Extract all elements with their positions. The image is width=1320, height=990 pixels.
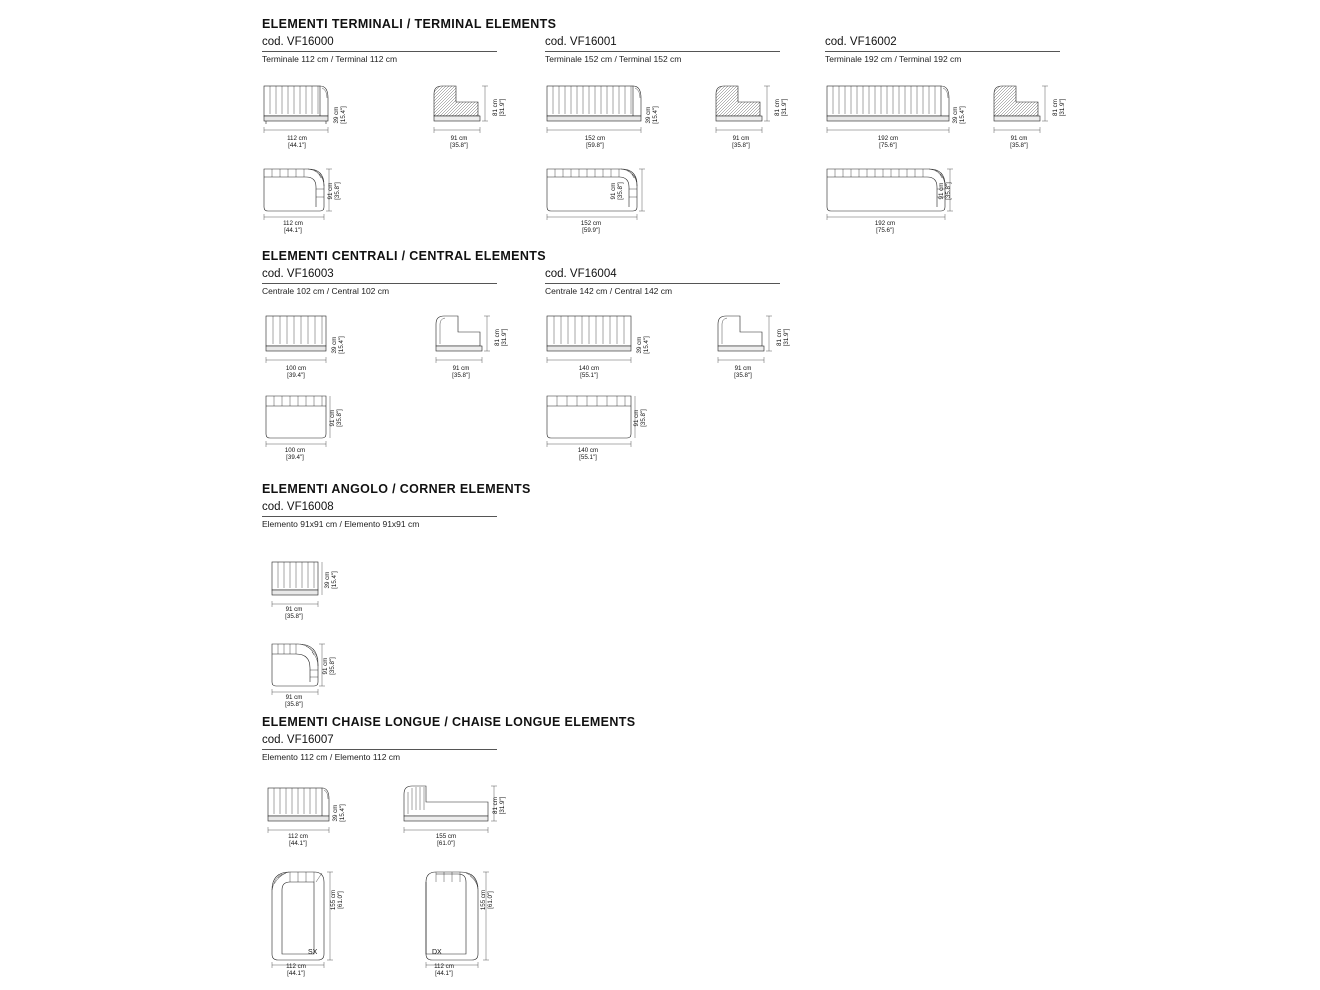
- code-block-vf16002: [825, 36, 1060, 64]
- section-title-chaise: ELEMENTI CHAISE LONGUE / CHAISE LONGUE ELEMENTS: [262, 715, 636, 729]
- dim-vf16003-side-width: 91 cm [35.8"]: [452, 365, 470, 379]
- dim-vf16002-side-width: 91 cm [35.8"]: [1010, 135, 1028, 149]
- dim-vf16002-side-height: 81 cm [31.9"]: [1052, 98, 1066, 117]
- dim-vf16001-front-height: 39 cm [15.4"]: [645, 106, 659, 124]
- code-block-vf16008: [262, 501, 497, 529]
- code-label: cod. VF16003: [262, 268, 334, 280]
- drawing-vf16001-side: [710, 80, 772, 135]
- code-block-vf16007: [262, 734, 497, 762]
- dim-vf16001-side-width: 91 cm [35.8"]: [732, 135, 750, 149]
- dim-vf16000-side-width: 91 cm [35.8"]: [450, 135, 468, 149]
- code-label: cod. VF16002: [825, 36, 897, 48]
- code-desc: Terminale 112 cm / Terminal 112 cm: [262, 54, 398, 64]
- drawing-vf16007-top-sx: [264, 868, 336, 968]
- dim-vf16001-side-height: 81 cm [31.9"]: [774, 98, 788, 117]
- code-desc: Centrale 142 cm / Central 142 cm: [545, 286, 673, 296]
- dim-vf16004-side-height: 81 cm [31.9"]: [776, 328, 790, 347]
- dim-vf16001-top-height: 91 cm [35.8"]: [610, 182, 624, 200]
- drawing-vf16000-front: [262, 80, 332, 135]
- dim-vf16004-top-height: 91 cm [35.8"]: [633, 409, 647, 427]
- code-label: cod. VF16001: [545, 36, 617, 48]
- dim-vf16007-side-width: 155 cm [61.0"]: [435, 833, 457, 847]
- dim-vf16003-side-height: 81 cm [31.9"]: [494, 328, 508, 347]
- drawing-vf16004-front: [545, 310, 637, 365]
- dim-vf16002-front-width: 192 cm [75.6"]: [877, 135, 899, 149]
- code-label: cod. VF16000: [262, 36, 334, 48]
- dim-vf16007-top-dx-width: 112 cm [44.1"]: [434, 963, 454, 977]
- dim-vf16004-front-width: 140 cm [55.1"]: [578, 365, 600, 379]
- dim-vf16004-side-width: 91 cm [35.8"]: [734, 365, 752, 379]
- dim-vf16000-front-width: 112 cm [44.1"]: [287, 135, 307, 149]
- dim-vf16007-side-height: 81 cm [31.9"]: [492, 796, 506, 815]
- dim-vf16003-front-width: 100 cm [39.4"]: [285, 365, 307, 379]
- drawing-vf16000-top: [262, 165, 334, 220]
- code-label: cod. VF16004: [545, 268, 617, 280]
- svg-text:SX: SX: [308, 949, 318, 956]
- code-label: cod. VF16007: [262, 734, 334, 746]
- drawing-vf16002-top: [825, 165, 955, 220]
- drawing-vf16003-front: [264, 310, 332, 365]
- dim-vf16003-top-height: 91 cm [35.8"]: [329, 409, 343, 427]
- dim-vf16003-front-height: 39 cm [15.4"]: [331, 336, 345, 354]
- drawing-vf16003-top: [264, 392, 332, 447]
- drawing-vf16008-front: [264, 552, 326, 610]
- dim-vf16007-top-sx-width: 112 cm [44.1"]: [286, 963, 306, 977]
- drawing-vf16007-side: [398, 780, 502, 836]
- section-title-terminal: ELEMENTI TERMINALI / TERMINAL ELEMENTS: [262, 17, 557, 31]
- dim-vf16000-side-height: 81 cm [31.9"]: [492, 98, 506, 117]
- code-block-vf16000: [262, 36, 497, 64]
- dim-vf16000-top-height: 91 cm [35.8"]: [327, 182, 341, 200]
- dim-vf16004-top-width: 140 cm [55.1"]: [577, 447, 599, 461]
- dim-vf16008-front-width: 91 cm [35.8"]: [285, 606, 303, 620]
- code-label: cod. VF16008: [262, 501, 334, 513]
- dim-vf16000-top-width: 112 cm [44.1"]: [283, 220, 303, 234]
- dim-vf16008-top-width: 91 cm [35.8"]: [285, 694, 303, 708]
- code-block-vf16004: [545, 268, 780, 296]
- dim-vf16000-front-height: 39 cm [15.4"]: [333, 106, 347, 124]
- drawing-vf16002-front: [825, 80, 953, 135]
- drawing-vf16004-top: [545, 392, 637, 447]
- section-title-corner: ELEMENTI ANGOLO / CORNER ELEMENTS: [262, 482, 531, 496]
- code-block-vf16001: [545, 36, 780, 64]
- dim-vf16004-front-height: 39 cm [15.4"]: [636, 336, 650, 354]
- code-desc: Elemento 91x91 cm / Elemento 91x91 cm: [262, 519, 420, 529]
- code-desc: Terminale 152 cm / Terminal 152 cm: [545, 54, 682, 64]
- dim-vf16003-top-width: 100 cm [39.4"]: [284, 447, 306, 461]
- svg-text:DX: DX: [432, 949, 442, 956]
- code-desc: Centrale 102 cm / Central 102 cm: [262, 286, 390, 296]
- drawing-vf16007-front: [264, 780, 336, 836]
- dim-vf16007-top-sx-height: 155 cm [61.0"]: [330, 889, 344, 911]
- dim-vf16007-top-dx-height: 155 cm [61.0"]: [480, 889, 494, 911]
- code-desc: Terminale 192 cm / Terminal 192 cm: [825, 54, 962, 64]
- dim-vf16002-top-height: 91 cm [35.8"]: [938, 182, 952, 200]
- drawing-vf16001-top: [545, 165, 647, 220]
- section-title-central: ELEMENTI CENTRALI / CENTRAL ELEMENTS: [262, 249, 546, 263]
- dim-vf16007-front-width: 112 cm [44.1"]: [288, 833, 308, 847]
- dim-vf16002-top-width: 192 cm [75.6"]: [874, 220, 896, 234]
- dim-vf16002-front-height: 39 cm [15.4"]: [952, 106, 966, 124]
- drawing-vf16000-side: [428, 80, 490, 135]
- drawing-vf16008-top: [264, 640, 326, 698]
- dim-vf16001-top-width: 152 cm [59.9"]: [580, 220, 602, 234]
- dim-vf16008-top-height: 91 cm [35.8"]: [322, 657, 336, 675]
- code-block-vf16003: [262, 268, 497, 296]
- drawing-vf16003-side: [430, 310, 492, 365]
- dim-vf16007-front-height: 39 cm [15.4"]: [332, 804, 346, 822]
- drawing-vf16004-side: [712, 310, 774, 365]
- drawing-vf16001-front: [545, 80, 645, 135]
- dim-vf16008-front-height: 39 cm [15.4"]: [324, 571, 338, 589]
- drawing-vf16002-side: [988, 80, 1050, 135]
- code-desc: Elemento 112 cm / Elemento 112 cm: [262, 752, 401, 762]
- dim-vf16001-front-width: 152 cm [59.8"]: [584, 135, 606, 149]
